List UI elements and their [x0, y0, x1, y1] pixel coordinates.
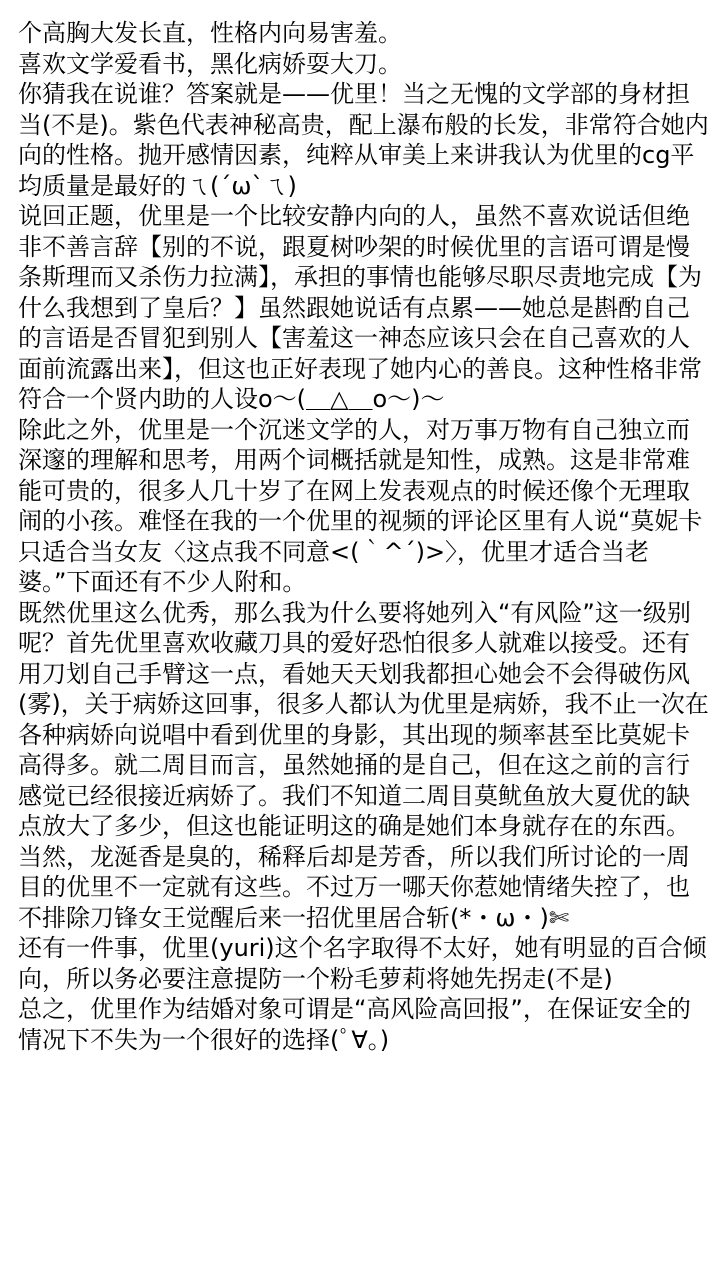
paragraph-answer: 你猜我在说谁？答案就是——优里！当之无愧的文学部的身材担当(不是)。紫色代表神秘高贵，配上瀑布般的长发，非常符合她内向的性格。抛开感情因素，纯粹从审美上来讲我认为优里的cg平均质量是最好的ㄟ(ˊωˋㄟ) [18, 80, 709, 200]
paragraph-intro-line-1: 个高胸大发长直，性格内向易害羞。 [18, 19, 402, 47]
paragraph-intro-line-2: 喜欢文学爱看书，黑化病娇耍大刀。 [18, 49, 402, 78]
paragraph-risk: 既然优里这么优秀，那么我为什么要将她列入“有风险”这一级别呢？首先优里喜欢收藏刀具的爱好恐怕很多人就难以接受。还有用刀划自己手臂这一点，看她天天划我都担心她会不会得破伤风(雾)，关于病娇这回事，很多人都认为优里是病娇，我不止一次在各种病娇向说唱中看到优里的身影，其出现的频率甚至比莫妮卡高得多。就二周目而言，虽然她捅的是自己，但在这之前的言行感觉已经很接近病娇了。我们不知道二周目莫鱿鱼放大夏优的缺点放大了多少，但这也能证明这的确是她们本身就存在的东西。当然，龙涎香是臭的，稀释后却是芳香，所以我们所讨论的一周目的优里不一定就有这些。不过万一哪天你惹她情绪失控了，也不排除刀锋女王觉醒后来一招优里居合斩(*・ω・)✄ [18, 598, 709, 932]
paragraph-personality: 说回正题，优里是一个比较安静内向的人，虽然不喜欢说话但绝非不善言辞【别的不说，跟夏树吵架的时候优里的言语可谓是慢条斯理而又杀伤力拉满】，承担的事情也能够尽职尽责地完成【为什么我想到了皇后？】虽然跟她说话有点累——她总是斟酌自己的言语是否冒犯到别人【害羞这一神态应该只会在自己喜欢的人面前流露出来】，但这也正好表现了她内心的善良。这种性格非常符合一个贤内助的人设o～(＿△＿o～)～ [18, 202, 702, 413]
paragraph-name-note: 还有一件事，优里(yuri)这个名字取得不太好，她有明显的百合倾向，所以务必要注意提防一个粉毛萝莉将她先拐走(不是) [18, 934, 707, 993]
paragraph-intellect: 除此之外，优里是一个沉迷文学的人，对万事万物有自己独立而深邃的理解和思考，用两个词概括就是知性，成熟。这是非常难能可贵的，很多人几十岁了在网上发表观点的时候还像个无理取闹的小孩。难怪在我的一个优里的视频的评论区里有人说“莫妮卡只适合当女友〈这点我不同意<(｀^´)>〉，优里才适合当老婆。”下面还有不少人附和。 [18, 415, 703, 596]
paragraph-conclusion: 总之，优里作为结婚对象可谓是“高风险高回报”，在保证安全的情况下不失为一个很好的选择(ﾟ∀。) [18, 995, 691, 1054]
article-body [18, 18, 710, 1055]
